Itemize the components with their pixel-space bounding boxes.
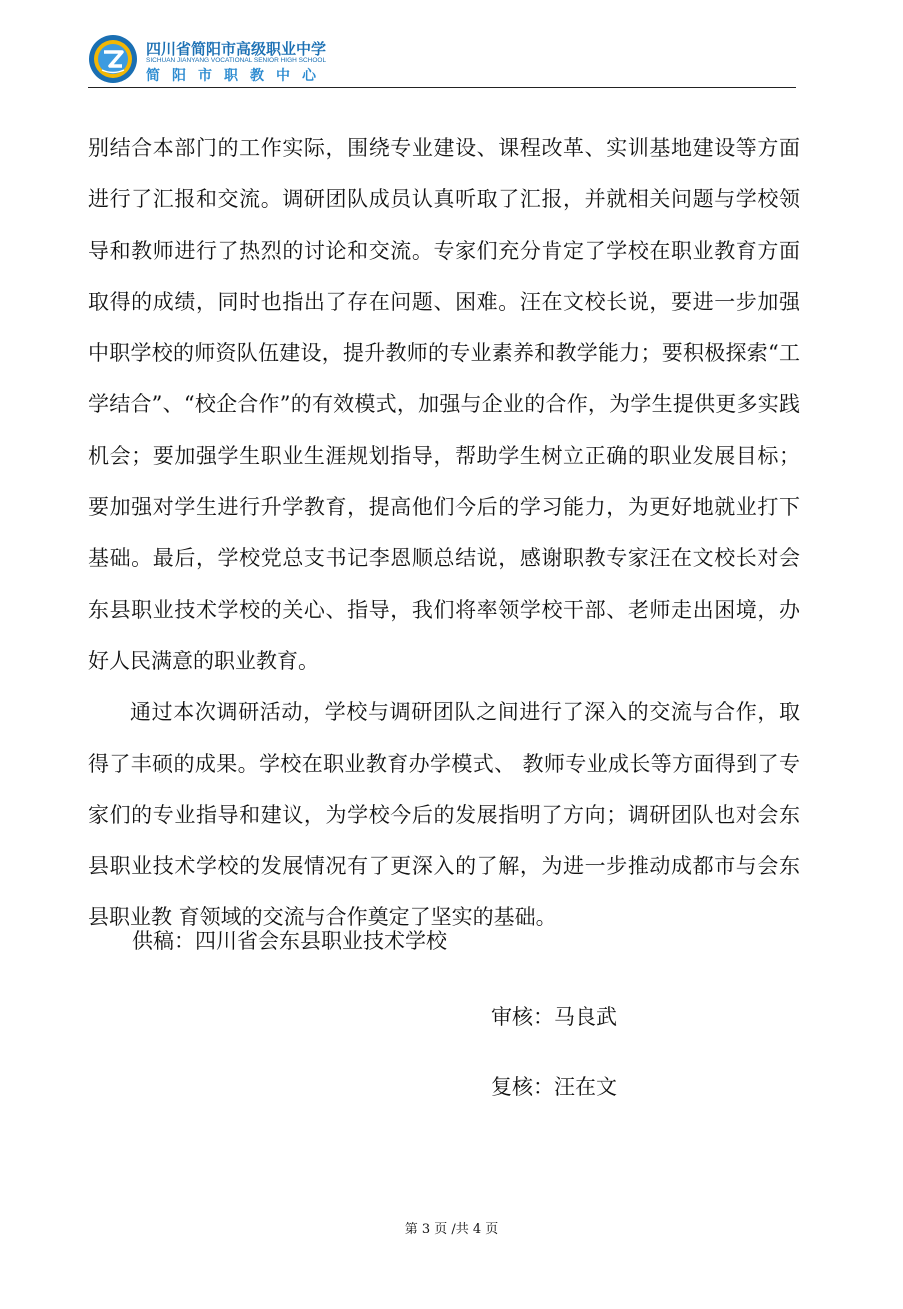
rechecker-line: 复核：汪在文 <box>491 1075 617 1099</box>
school-name-en: SICHUAN JIANYANG VOCATIONAL SENIOR HIGH SCHOOL <box>146 57 327 64</box>
page-number: 第 3 页 /共 4 页 <box>404 1222 499 1237</box>
reviewer-line: 审核：马良武 <box>491 1005 617 1029</box>
header-divider <box>88 87 796 88</box>
body-paragraph-1: 别结合本部门的工作实际，围绕专业建设、课程改革、实训基地建设等方面进行了汇报和交流。调研团队成员认真听取了汇报，并就相关问题与学校领导和教师进行了热烈的讨论和交流。专家们充分肯定了学校在职业教育方面取得的成绩，同时也指出了存在问题、困难。汪在文校长说，要进一步加强中职学校的师资队伍建设，提升教师的专业素养和教学能力；要积极探索“工学结合”、“校企合作”的有效模式，加强与企业的合作，为学生提供更多实践机会；要加强学生职业生涯规划指导，帮助学生树立正确的职业发展目标；要加强对学生进行升学教育，提高他们今后的学习能力，为更好地就业打下基础。最后，学校党总支书记李恩顺总结说，感谢职教专家汪在文校长对会东县职业技术学校的关心、指导，我们将率领学校干部、老师走出困境，办好人民满意的职业教育。 <box>88 136 800 673</box>
document-body <box>88 123 800 944</box>
school-logo-icon <box>88 34 138 84</box>
body-paragraph-2: 通过本次调研活动，学校与调研团队之间进行了深入的交流与合作，取得了丰硕的成果。学校在职业教育办学模式、 教师专业成长等方面得到了专家们的专业指导和建议，为学校今后的发展指明了方向；调研团队也对会东县职业技术学校的发展情况有了更深入的了解，为进一步推动成都市与会东县职业教 育领域的交流与合作奠定了坚实的基础。 <box>88 700 800 930</box>
school-name-cn: 四川省简阳市高级职业中学 <box>146 40 327 58</box>
page-header <box>88 34 796 90</box>
center-name: 简阳市职教中心 <box>146 68 328 84</box>
supplier-line: 供稿：四川省会东县职业技术学校 <box>132 929 447 953</box>
